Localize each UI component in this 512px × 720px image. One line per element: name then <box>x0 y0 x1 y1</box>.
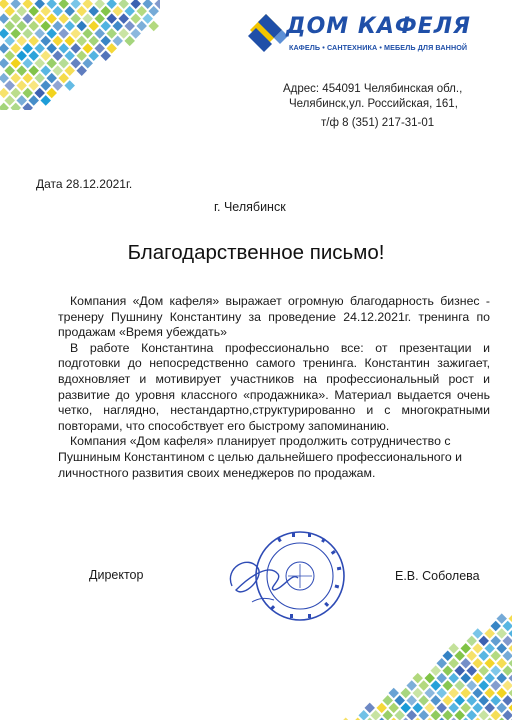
paragraph-2: В работе Константина профессионально все: от презентации и подготовки до непосредственно самого тренинга. Константин зажигает, вдохновляет и мотивирует участников на профессиональный рост и развитие до уровня классного «продажника». Материал выдается очень четко, наглядно, нестандартно,структурированно и с многократными повторами, что способствует его быстрому запоминанию. <box>58 340 490 433</box>
paragraph-1: Компания «Дом кафеля» выражает огромную благодарность бизнес - тренеру Пушнину Константину за проведение 24.12.2021г. тренинга по продажам «Время убеждать» <box>58 294 490 340</box>
address-line-1: Адрес: 454091 Челябинская обл., <box>283 83 463 95</box>
letter-body <box>58 294 490 481</box>
letter-date: Дата 28.12.2021г. <box>36 177 133 191</box>
signer-position: Директор <box>89 568 144 582</box>
address-line-2: Челябинск,ул. Российская, 161, <box>289 98 458 110</box>
brand-tagline: КАФЕЛЬ • САНТЕХНИКА • МЕБЕЛЬ ДЛЯ ВАННОЙ <box>289 43 468 52</box>
letter-title: Благодарственное письмо! <box>127 241 385 264</box>
paragraph-3: Компания «Дом кафеля» планирует продолжить сотрудничество с Пушниным Константином с целью дальнейшего профессионального и личностного развития своих менеджеров по продажам. <box>58 434 462 480</box>
company-stamp-and-signature-icon <box>222 528 362 624</box>
phone-fax: т/ф 8 (351) 217-31-01 <box>321 117 435 129</box>
letter-city: г. Челябинск <box>214 200 286 214</box>
decorative-mosaic-top-left <box>0 0 160 110</box>
brand-name: ДОМ КАФЕЛЯ <box>286 14 471 39</box>
signer-name: Е.В. Соболева <box>395 569 480 583</box>
company-logo-icon <box>248 12 288 58</box>
